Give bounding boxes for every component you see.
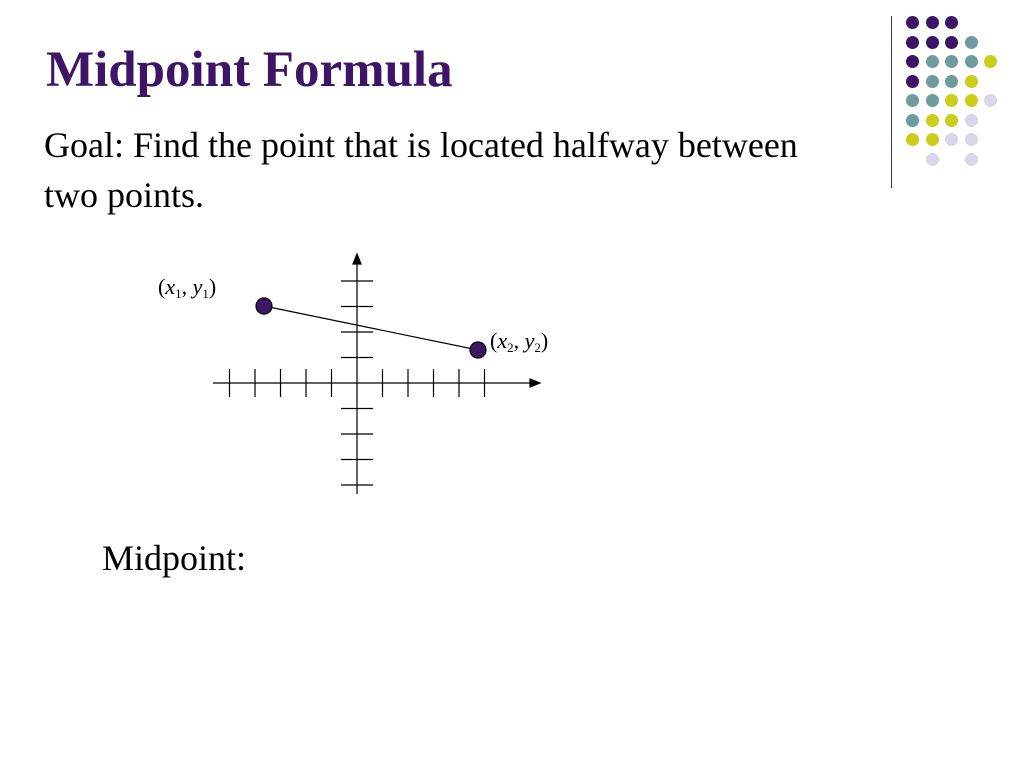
- midpoint-label: Midpoint:: [102, 538, 247, 578]
- decorative-dot: [906, 75, 919, 88]
- decorative-dot: [945, 133, 958, 146]
- decorative-dot: [926, 36, 939, 49]
- decorative-dot: [965, 75, 978, 88]
- decorative-dot: [945, 55, 958, 68]
- point-1-label: ($x_1$, $y_1$): [158, 274, 217, 301]
- decorative-dot: [945, 16, 958, 29]
- decorative-dot: [926, 16, 939, 29]
- decorative-dot: [945, 94, 958, 107]
- y-axis-arrow: [353, 254, 361, 264]
- decorative-dot: [926, 55, 939, 68]
- graph-svg: [150, 250, 610, 510]
- decorative-dot: [926, 153, 939, 166]
- x-axis-arrow: [530, 379, 540, 387]
- decorative-dot: [926, 94, 939, 107]
- decorative-dot: [906, 16, 919, 29]
- point-2-label: ($x_2$, $y_2$): [490, 328, 549, 355]
- decorative-dot: [926, 114, 939, 127]
- decorative-dot: [945, 114, 958, 127]
- decorative-dot: [926, 75, 939, 88]
- decorative-dot: [945, 36, 958, 49]
- decorative-dot: [906, 94, 919, 107]
- decorative-dot: [906, 36, 919, 49]
- coordinate-graph: [150, 250, 610, 510]
- point-1-marker: [256, 298, 272, 314]
- decorative-dot: [906, 133, 919, 146]
- decorative-dot: [965, 153, 978, 166]
- connecting-segment: [264, 306, 478, 350]
- decorative-dot: [984, 94, 997, 107]
- goal-text: Goal: Find the point that is located halfway between two points.: [44, 125, 798, 215]
- decorative-dot: [965, 133, 978, 146]
- decorative-dot-grid: [900, 10, 1020, 170]
- decorative-dot: [906, 55, 919, 68]
- decorative-dot: [965, 55, 978, 68]
- decorative-dot: [926, 133, 939, 146]
- decorative-dot: [965, 94, 978, 107]
- decorative-dot: [984, 55, 997, 68]
- slide-title: Midpoint Formula: [46, 42, 453, 98]
- decorative-dot: [965, 114, 978, 127]
- decorative-divider: [891, 16, 892, 188]
- decorative-dot: [906, 114, 919, 127]
- point-2-marker: [470, 342, 486, 358]
- decorative-dot: [965, 36, 978, 49]
- decorative-dot: [945, 75, 958, 88]
